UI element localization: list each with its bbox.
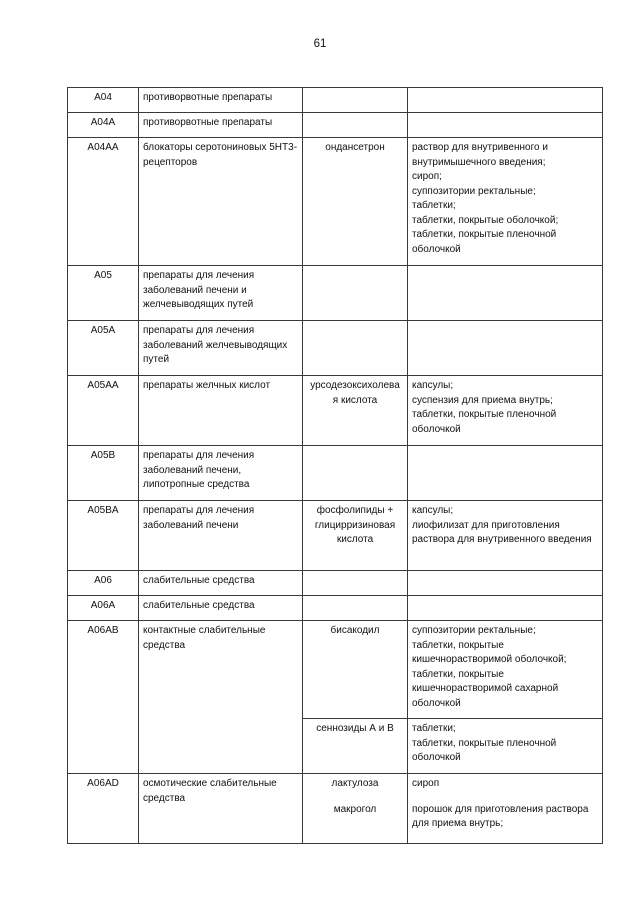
table-row (68, 621, 603, 719)
atc-group-cell: контактные слабительные средства (139, 621, 303, 774)
table-row (68, 596, 603, 621)
dosage-form-line: таблетки, покрытые пленочной оболочкой (412, 737, 557, 763)
atc-code-cell: A06AD (68, 774, 139, 844)
atc-group-cell: препараты для лечения заболеваний желчевыводящих путей (139, 321, 303, 376)
table-row (68, 266, 603, 321)
dosage-forms-cell (408, 719, 603, 774)
dosage-form-line: таблетки; (412, 200, 456, 211)
dosage-forms-cell (408, 138, 603, 266)
atc-group-cell: препараты желчных кислот (139, 376, 303, 446)
dosage-forms-cell (408, 571, 603, 596)
inn-cell (303, 113, 408, 138)
atc-code-cell: A06AB (68, 621, 139, 774)
dosage-forms-cell (408, 596, 603, 621)
dosage-form-line: таблетки; (412, 723, 456, 734)
table-row (68, 501, 603, 571)
atc-group-cell: препараты для лечения заболеваний печени (139, 501, 303, 571)
inn-cell (303, 266, 408, 321)
inn-cell (303, 596, 408, 621)
atc-group-cell: блокаторы серотониновых 5HT3-рецепторов (139, 138, 303, 266)
atc-group-cell: слабительные средства (139, 596, 303, 621)
atc-group-cell: осмотические слабительные средства (139, 774, 303, 844)
page-number: 61 (313, 38, 327, 50)
dosage-form-line: таблетки, покрытые пленочной оболочкой (412, 409, 557, 435)
inn-cell (303, 571, 408, 596)
dosage-form-line: суппозитории ректальные; (412, 185, 536, 197)
atc-group-cell: слабительные средства (139, 571, 303, 596)
inn-cell: ондансетрон (303, 138, 408, 266)
atc-code-cell: A05A (68, 321, 139, 376)
inn-cell: фосфолипиды + глицирризиновая кислота (303, 501, 408, 571)
inn-cell (303, 88, 408, 113)
inn-cell: урсодезоксихолева я кислота (303, 376, 408, 446)
table-row (68, 138, 603, 266)
table-row (68, 446, 603, 501)
dosage-form-line: таблетки, покрытые кишечнорастворимой сахарной оболочкой (412, 668, 559, 709)
dosage-form-line: таблетки, покрытые кишечнорастворимой оболочкой; (412, 639, 567, 665)
dosage-form-line: суспензия для приема внутрь; (412, 394, 553, 406)
atc-code-cell: A05AA (68, 376, 139, 446)
atc-group-cell: препараты для лечения заболеваний печени, липотропные средства (139, 446, 303, 501)
inn-cell: макрогол (303, 800, 408, 844)
inn-cell: лактулоза (303, 774, 408, 800)
drug-table (67, 87, 603, 844)
table-row (68, 113, 603, 138)
atc-code-cell: A05B (68, 446, 139, 501)
dosage-form-line: раствор для внутривенного и внутримышечного введения; (412, 142, 548, 168)
dosage-form-line: таблетки, покрытые пленочной оболочкой (412, 229, 557, 255)
atc-code-cell: A06 (68, 571, 139, 596)
inn-cell (303, 446, 408, 501)
inn-cell: сеннозиды А и В (303, 719, 408, 774)
dosage-forms-cell (408, 321, 603, 376)
inn-cell (303, 321, 408, 376)
dosage-form-line: сироп; (412, 171, 442, 182)
dosage-forms-cell (408, 501, 603, 571)
dosage-forms-cell (408, 88, 603, 113)
table-row (68, 571, 603, 596)
dosage-forms-cell (408, 113, 603, 138)
atc-group-cell: препараты для лечения заболеваний печени и желчевыводящих путей (139, 266, 303, 321)
table-row (68, 321, 603, 376)
dosage-forms-cell (408, 446, 603, 501)
dosage-form-line: суппозитории ректальные; (412, 625, 536, 636)
dosage-form-line: капсулы; (412, 380, 454, 391)
dosage-form-line: порошок для приготовления раствора для приема внутрь; (412, 803, 589, 829)
dosage-form-line: капсулы; (412, 505, 454, 516)
inn-cell: бисакодил (303, 621, 408, 719)
atc-code-cell: A04A (68, 113, 139, 138)
dosage-forms-cell (408, 800, 603, 844)
dosage-form-line: лиофилизат для приготовления раствора для внутривенного введения (412, 519, 592, 545)
atc-code-cell: A04 (68, 88, 139, 113)
dosage-forms-cell (408, 774, 603, 800)
dosage-forms-cell (408, 266, 603, 321)
dosage-form-line: сироп (412, 778, 440, 789)
table-row (68, 774, 603, 800)
atc-code-cell: A06A (68, 596, 139, 621)
atc-group-cell: противорвотные препараты (139, 88, 303, 113)
atc-code-cell: A04AA (68, 138, 139, 266)
atc-group-cell: противорвотные препараты (139, 113, 303, 138)
atc-code-cell: A05 (68, 266, 139, 321)
dosage-forms-cell (408, 376, 603, 446)
table-row (68, 88, 603, 113)
table-row (68, 376, 603, 446)
atc-code-cell: A05BA (68, 501, 139, 571)
dosage-form-line: таблетки, покрытые оболочкой; (412, 214, 559, 226)
dosage-forms-cell (408, 621, 603, 719)
